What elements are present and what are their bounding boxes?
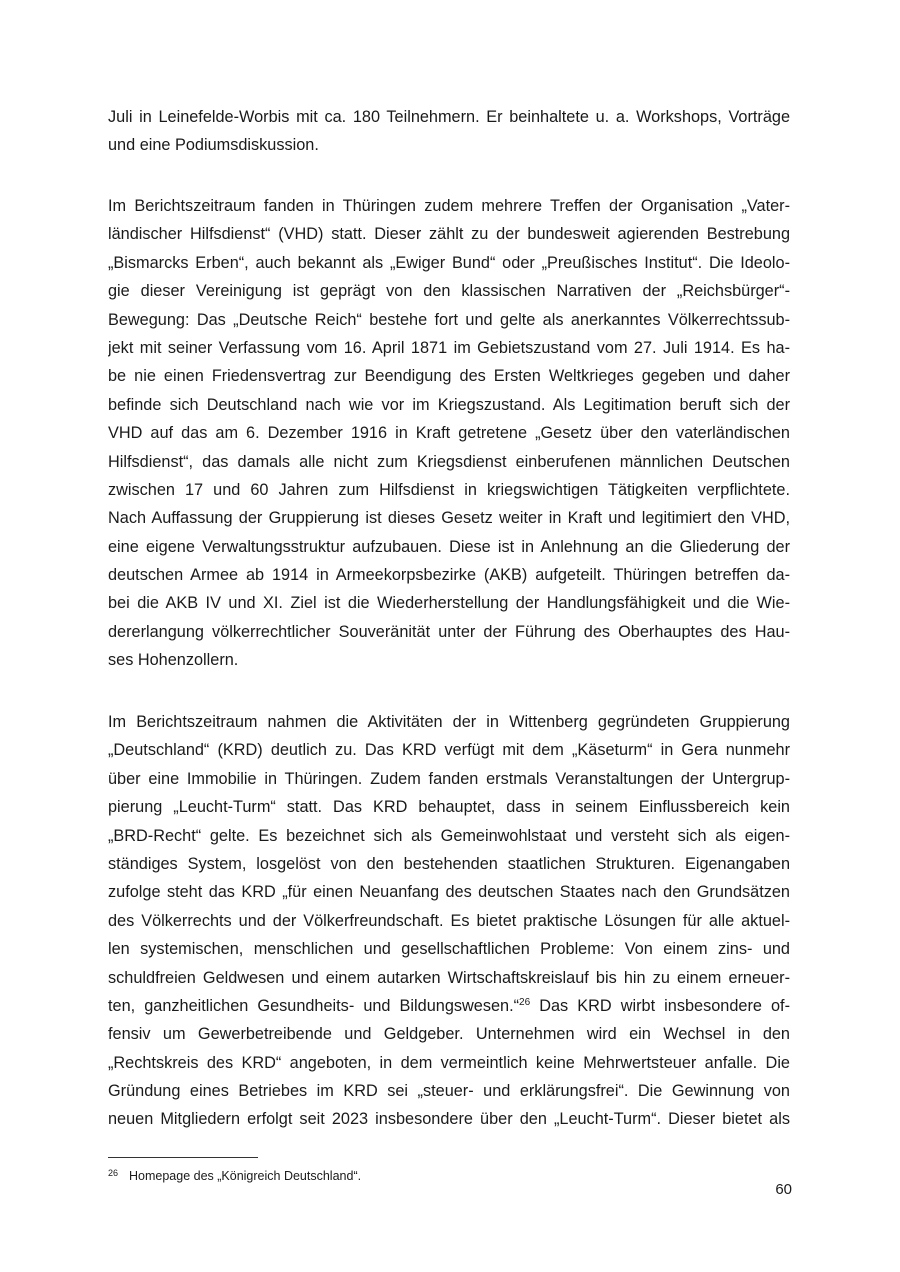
text-line-with-footnote-ref xyxy=(108,992,790,1020)
text-line: be nie einen Friedensvertrag zur Beendigung des Ersten Weltkrieges gegeben und daher xyxy=(108,367,790,386)
text-line: Im Berichtszeitraum nahmen die Aktivitäten der in Wittenberg gegründeten Gruppierung xyxy=(108,713,790,731)
text-segment: ten, ganzheitlichen Gesundheits- und Bildungswesen.“ xyxy=(108,996,520,1015)
text-line: Bewegung: Das „Deutsche Reich“ bestehe fort und gelte als anerkanntes Völkerrechtssub- xyxy=(108,310,790,329)
text-line: befinde sich Deutschland nach wie vor im Kriegszustand. Als Legitimation beruft sich der xyxy=(108,395,790,414)
text-line: schuldfreien Geldwesen und einem autarken Wirtschaftskreislauf bis hin zu einem erneuer- xyxy=(108,968,790,987)
text-line: ses Hohenzollern. xyxy=(108,651,239,670)
footnote-reference[interactable]: 26 xyxy=(519,996,531,1008)
text-line: Gründung eines Betriebes im KRD sei „steuer- und erklärungsfrei“. Die Gewinnung von xyxy=(108,1082,790,1101)
text-line: neuen Mitgliedern erfolgt seit 2023 insbesondere über den „Leucht-Turm“. Dieser bietet als xyxy=(108,1110,790,1129)
text-line: pierung „Leucht-Turm“ statt. Das KRD behauptet, dass in seinem Einflussbereich kein xyxy=(108,798,790,817)
text-line: über eine Immobilie in Thüringen. Zudem fanden erstmals Veranstaltungen der Untergrup- xyxy=(108,769,790,788)
text-line: ländischer Hilfsdienst“ (VHD) statt. Dieser zählt zu der bundesweit agierenden Bestrebung xyxy=(108,225,790,244)
text-line: eine eigene Verwaltungsstruktur aufzubauen. Diese ist in Anlehnung an die Gliederung der xyxy=(108,537,790,556)
text-line: deutschen Armee ab 1914 in Armeekorpsbezirke (AKB) aufgeteilt. Thüringen betreffen da- xyxy=(108,566,790,585)
text-line: Im Berichtszeitraum fanden in Thüringen zudem mehrere Treffen der Organisation „Vater- xyxy=(108,197,790,215)
footnote-divider xyxy=(108,1157,258,1158)
footnote-number: 26 xyxy=(108,1168,119,1178)
text-line: „Rechtskreis des KRD“ angeboten, in dem vermeintlich keine Mehrwertsteuer anfalle. Die xyxy=(108,1053,790,1072)
text-line: und eine Podiumsdiskussion. xyxy=(108,136,319,155)
text-line: jekt mit seiner Verfassung vom 16. April 1871 im Gebietszustand vom 27. Juli 1914. Es ha- xyxy=(108,338,790,357)
footnote xyxy=(108,1165,790,1184)
text-line: „BRD-Recht“ gelte. Es bezeichnet sich als Gemeinwohlstaat und versteht sich als eigen- xyxy=(108,826,790,845)
text-segment: Das KRD wirbt insbesondere of- xyxy=(530,996,790,1015)
text-line: fensiv um Gewerbetreibende und Geldgeber. Unternehmen wird ein Wechsel in den xyxy=(108,1025,790,1044)
text-line: des Völkerrechts und der Völkerfreundschaft. Es bietet praktische Lösungen für alle aktuel- xyxy=(108,911,790,930)
text-line: zufolge steht das KRD „für einen Neuanfang des deutschen Staates nach den Grundsätzen xyxy=(108,883,790,902)
text-line: „Bismarcks Erben“, auch bekannt als „Ewiger Bund“ oder „Preußisches Institut“. Die Ideolo- xyxy=(108,253,790,272)
text-line: Hilfsdienst“, das damals alle nicht zum Kriegsdienst einberufenen männlichen Deutschen xyxy=(108,452,790,471)
text-line: „Deutschland“ (KRD) deutlich zu. Das KRD verfügt mit dem „Käseturm“ in Gera nunmehr xyxy=(108,741,790,760)
text-line: Nach Auffassung der Gruppierung ist dieses Gesetz weiter in Kraft und legitimiert den VHD, xyxy=(108,509,790,528)
paragraph-3 xyxy=(108,708,790,1134)
text-line: VHD auf das am 6. Dezember 1916 in Kraft getretene „Gesetz über den vaterländischen xyxy=(108,424,790,443)
text-line: dererlangung völkerrechtlicher Souveränität unter der Führung des Oberhauptes des Hau- xyxy=(108,622,790,641)
page-number: 60 xyxy=(775,1181,792,1198)
text-line: len systemischen, menschlichen und gesellschaftlichen Probleme: Von einem zins- und xyxy=(108,940,790,959)
text-line: bei die AKB IV und XI. Ziel ist die Wiederherstellung der Handlungsfähigkeit und die Wie- xyxy=(108,594,790,613)
text-line: ständiges System, losgelöst von den bestehenden staatlichen Strukturen. Eigenangaben xyxy=(108,854,790,873)
footnote-text: Homepage des „Königreich Deutschland“. xyxy=(129,1169,362,1183)
paragraph-1 xyxy=(108,103,790,160)
text-line: Juli in Leinefelde-Worbis mit ca. 180 Teilnehmern. Er beinhaltete u. a. Workshops, Vorträge xyxy=(108,108,790,126)
paragraph-2 xyxy=(108,192,790,675)
text-line: gie dieser Vereinigung ist geprägt von den klassischen Narrativen der „Reichsbürger“- xyxy=(108,282,790,301)
text-line: zwischen 17 und 60 Jahren zum Hilfsdienst in kriegswichtigen Tätigkeiten verpflichtete. xyxy=(108,480,790,499)
